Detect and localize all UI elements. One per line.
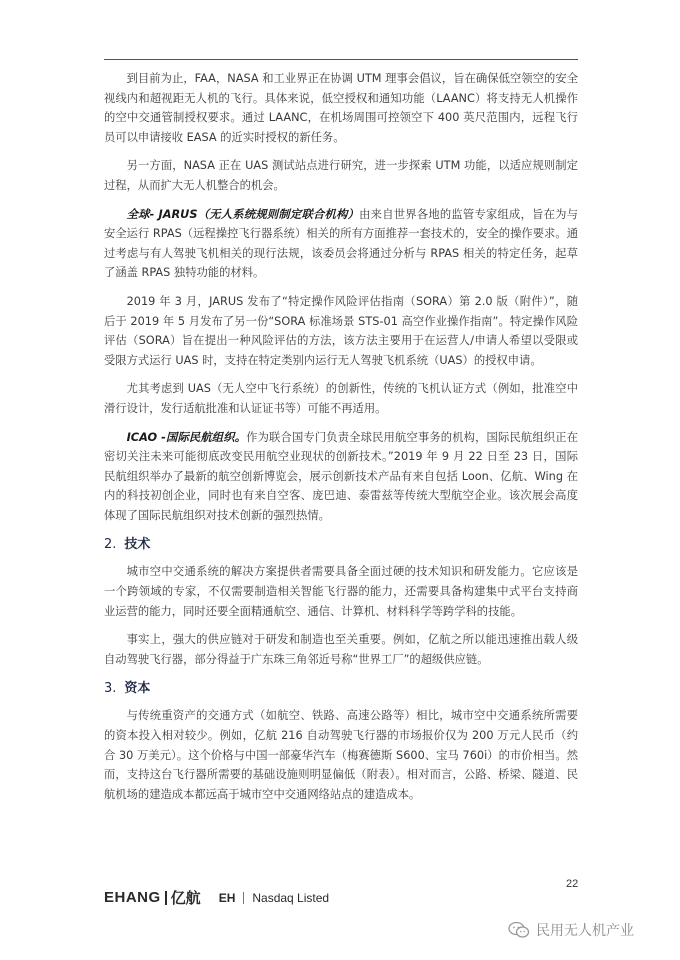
ehang-logo-text: EHANG (104, 889, 161, 906)
section-title: 技术 (124, 537, 151, 553)
header-rule (104, 59, 578, 60)
section-number: 3. (104, 681, 117, 697)
jarus-text: 由来自世界各地的监管专家组成，旨在为与安全运行 RPAS（远程操控飞行器系统）相关的所有方面推荐一套技术的，安全的操作要求。通过考虑与有人驾驶飞机相关的现行法规，该委员会将通过分析与 RPAS 相关的特定任务，起草了涵盖 RPAS 独特功能的材料。 (104, 207, 578, 280)
paragraph-icao (104, 428, 578, 526)
section-number: 2. (104, 537, 117, 553)
paragraph-tech-2: 事实上，强大的供应链对于研发和制造也至关重要。例如，亿航之所以能迅速推出载人级自动驾驶飞行器，部分得益于广东珠三角邻近号称“世界工厂”的超级供应链。 (104, 633, 578, 666)
icao-text: 作为联合国专门负责全球民用航空事务的机构，国际民航组织正在密切关注未来可能彻底改变民用航空业现状的创新技术。”2019 年 9 月 22 日至 23 日，国际民航组织举办了最新的航空创新博览会，展示创新技术产品有来自包括 Loon、亿航、Wing 在内的科技初创企业，同时也有来自空客、庞巴迪、泰雷兹等传统大型航空企业。该次展会高度体现了国际民航组织对技术创新的强烈热情。 (104, 430, 578, 522)
wechat-watermark (508, 920, 634, 940)
section-technology-heading (104, 534, 578, 556)
paragraph-jarus (104, 205, 578, 283)
stock-ticker: EH (218, 890, 236, 905)
paragraph-nasa: 另一方面，NASA 正在 UAS 测试站点进行研究，进一步探索 UTM 功能，以适应规则制定过程，从而扩大无人机整合的机会。 (104, 159, 578, 192)
section-title: 资本 (124, 681, 151, 697)
page-number: 22 (566, 878, 579, 890)
page-body (104, 69, 578, 813)
paragraph-capital-1: 与传统重资产的交通方式（如航空、铁路、高速公路等）相比，城市空中交通系统所需要的资本投入相对较少。例如，亿航 216 自动驾驶飞行器的市场报价仅为 200 万元人民币（约合 30 万美元）。这个价格与中国一部豪华汽车（梅赛德斯 S600、宝马 760i）的市价相当。然而，支持这台飞行器所需要的基础设施则明显偏低（附表）。相对而言，公路、桥梁、隧道、民航机场的建造成本都远高于城市空中交通网络站点的建造成本。 (104, 709, 578, 801)
paragraph-sora: 2019 年 3 月，JARUS 发布了“特定操作风险评估指南（SORA）第 2.0 版（附件）”，随后于 2019 年 5 月发布了另一份“SORA 标准场景 STS-01 高空作业操作指南”。特定操作风险评估（SORA）旨在提出一种风险评估的方法，该方法主要用于在运营人/申请人希望以受限或受限方式运行 UAS 时，支持在特定类别内运行无人驾驶飞机系统（UAS）的授权申请。 (104, 294, 578, 367)
paragraph-tech-1: 城市空中交通系统的解决方案提供者需要具备全面过硬的技术知识和研发能力。它应该是一个跨领域的专家，不仅需要制造相关智能飞行器的能力，还需要具备构建集中式平台支持商业运营的能力，同时还要全面精通航空、通信、计算机、材料科学等跨学科的技能。 (104, 565, 578, 618)
exchange-label: Nasdaq Listed (252, 890, 330, 905)
logo-separator (165, 891, 167, 905)
icao-lead: ICAO -国际民航组织。 (126, 430, 247, 444)
footer-logo (104, 887, 329, 908)
paragraph-certification: 尤其考虑到 UAS（无人空中飞行系统）的创新性，传统的飞机认证方式（例如，批准空中滑行设计，发行适航批准和认证证书等）可能不再适用。 (104, 382, 578, 415)
footer-divider (243, 892, 244, 904)
paragraph-utm: 到目前为止，FAA，NASA 和工业界正在协调 UTM 理事会倡议，旨在确保低空领空的安全视线内和超视距无人机的飞行。具体来说，低空授权和通知功能（LAANC）将支持无人机操作的空中交通管制授权要求。通过 LAANC，在机场周围可控领空下 400 英尺范围内，远程飞行员可以申请接收 EASA 的近实时授权的新任务。 (104, 72, 578, 144)
jarus-lead: 全球- JARUS（无人系统规则制定联合机构） (126, 207, 360, 221)
section-capital-heading (104, 678, 578, 700)
ehang-logo-chinese: 亿航 (170, 889, 201, 907)
wechat-icon (508, 921, 530, 939)
watermark-text: 民用无人机产业 (536, 923, 634, 939)
